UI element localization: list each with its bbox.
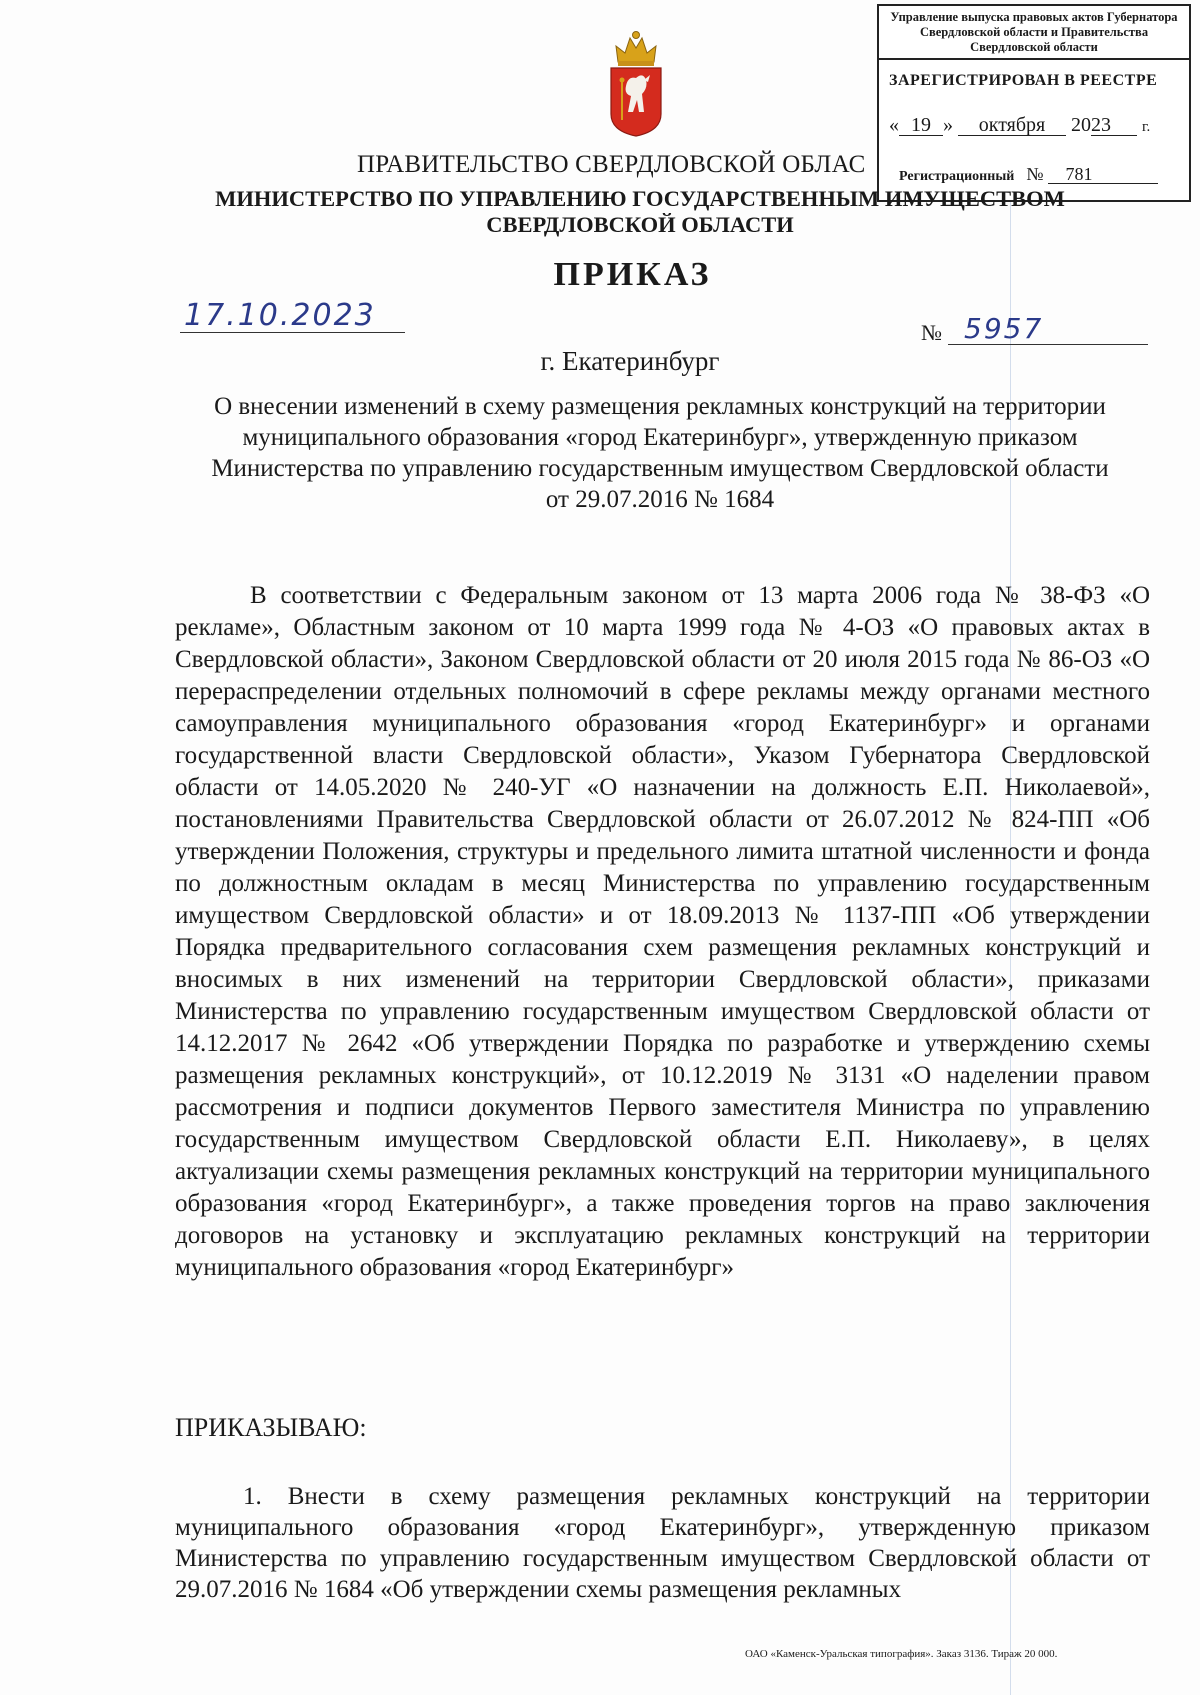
handwritten-order-number: 5957 <box>948 314 1148 345</box>
order-item-1: 1. Внести в схему размещения рекламных конструкций на территории муниципального образования «город Екатеринбург», утвержденную приказом Министерства по управлению государственным имуществом Свердловской области от 29.07.2016 № 1684 «Об утверждении схемы размещения рекламных <box>175 1483 1150 1603</box>
registration-number-row <box>899 164 1158 185</box>
registration-title: ЗАРЕГИСТРИРОВАН В РЕЕСТРЕ <box>889 72 1158 89</box>
registration-year-abbrev: г. <box>1142 119 1151 135</box>
registration-stamp <box>877 4 1191 202</box>
date-close-quote: » <box>943 114 953 136</box>
order-directive: ПРИКАЗЫВАЮ: <box>175 1413 367 1442</box>
printer-imprint: ОАО «Каменск-Уральская типография». Заказ 3136. Тираж 20 000. <box>745 1648 1058 1660</box>
registration-year-suffix: 23 <box>1091 115 1137 136</box>
registration-date <box>889 114 1150 137</box>
order-number-sign: № <box>921 320 942 345</box>
document-type: ПРИКАЗ <box>553 256 712 293</box>
order-subject: О внесении изменений в схему размещения рекламных конструкций на территории муниципального образования «город Екатеринбург», утвержденную приказом Министерства по управлению государственным имуществом Свердловской области от 29.07.2016 № 1684 <box>211 393 1109 513</box>
ministry-title: МИНИСТЕРСТВО ПО УПРАВЛЕНИЮ ГОСУДАРСТВЕННЫМ ИМУЩЕСТВОМ СВЕРДЛОВСКОЙ ОБЛАСТИ <box>215 186 1065 237</box>
government-title: ПРАВИТЕЛЬСТВО СВЕРДЛОВСКОЙ ОБЛАС <box>357 151 866 178</box>
coat-of-arms-icon <box>608 28 664 138</box>
registration-month: октября <box>958 115 1066 136</box>
registration-day: 19 <box>899 115 943 136</box>
registration-authority: Управление выпуска правовых актов Губернатора Свердловской области и Правительства Свердловской области <box>879 6 1189 60</box>
handwritten-order-date: 17.10.2023 <box>180 300 405 333</box>
registration-number: 781 <box>1048 165 1158 184</box>
registration-year-prefix: 20 <box>1071 114 1091 136</box>
date-open-quote: « <box>889 114 899 136</box>
city: г. Екатеринбург <box>540 346 720 376</box>
registration-number-label: Регистрационный <box>899 169 1015 184</box>
preamble-paragraph: В соответствии с Федеральным законом от 13 марта 2006 года № 38-ФЗ «О рекламе», Областным законом от 10 марта 1999 года № 4-ОЗ «О правовых актах в Свердловской области», Законом Свердловской области от 20 июля 2015 года № 86-ОЗ «О перераспределении отдельных полномочий в сфере рекламы между органами местного самоуправления муниципального образования «город Екатеринбург» и органами государственной власти Свердловской области», Указом Губернатора Свердловской области от 14.05.2020 № 240-УГ «О назначении на должность Е.П. Николаевой», постановлениями Правительства Свердловской области от 26.07.2012 № 824-ПП «Об утверждении Положения, структуры и предельного лимита штатной численности и фонда по должностным окладам в месяц Министерства по управлению государственным имуществом Свердловской области» и от 18.09.2013 № 1137-ПП «Об утверждении Порядка предварительного согласования схем размещения рекламных конструкций и вносимых в них изменений на территории Свердловской области», приказами Министерства по управлению государственным имуществом Свердловской области от 14.12.2017 № 2642 «Об утверждении Порядка по разработке и утверждению схемы размещения рекламных конструкций», от 10.12.2019 № 3131 «О наделении правом рассмотрения и подписи документов Первого заместителя Министра по управлению государственным имуществом Свердловской области Е.П. Николаеву», в целях актуализации схемы размещения рекламных конструкций на территории муниципального образования «город Екатеринбург», а также проведения торгов на право заключения договоров на установку и эксплуатацию рекламных конструкций на территории муниципального образования «город Екатеринбург» <box>175 582 1150 1281</box>
registration-number-sign: № <box>1026 164 1044 184</box>
